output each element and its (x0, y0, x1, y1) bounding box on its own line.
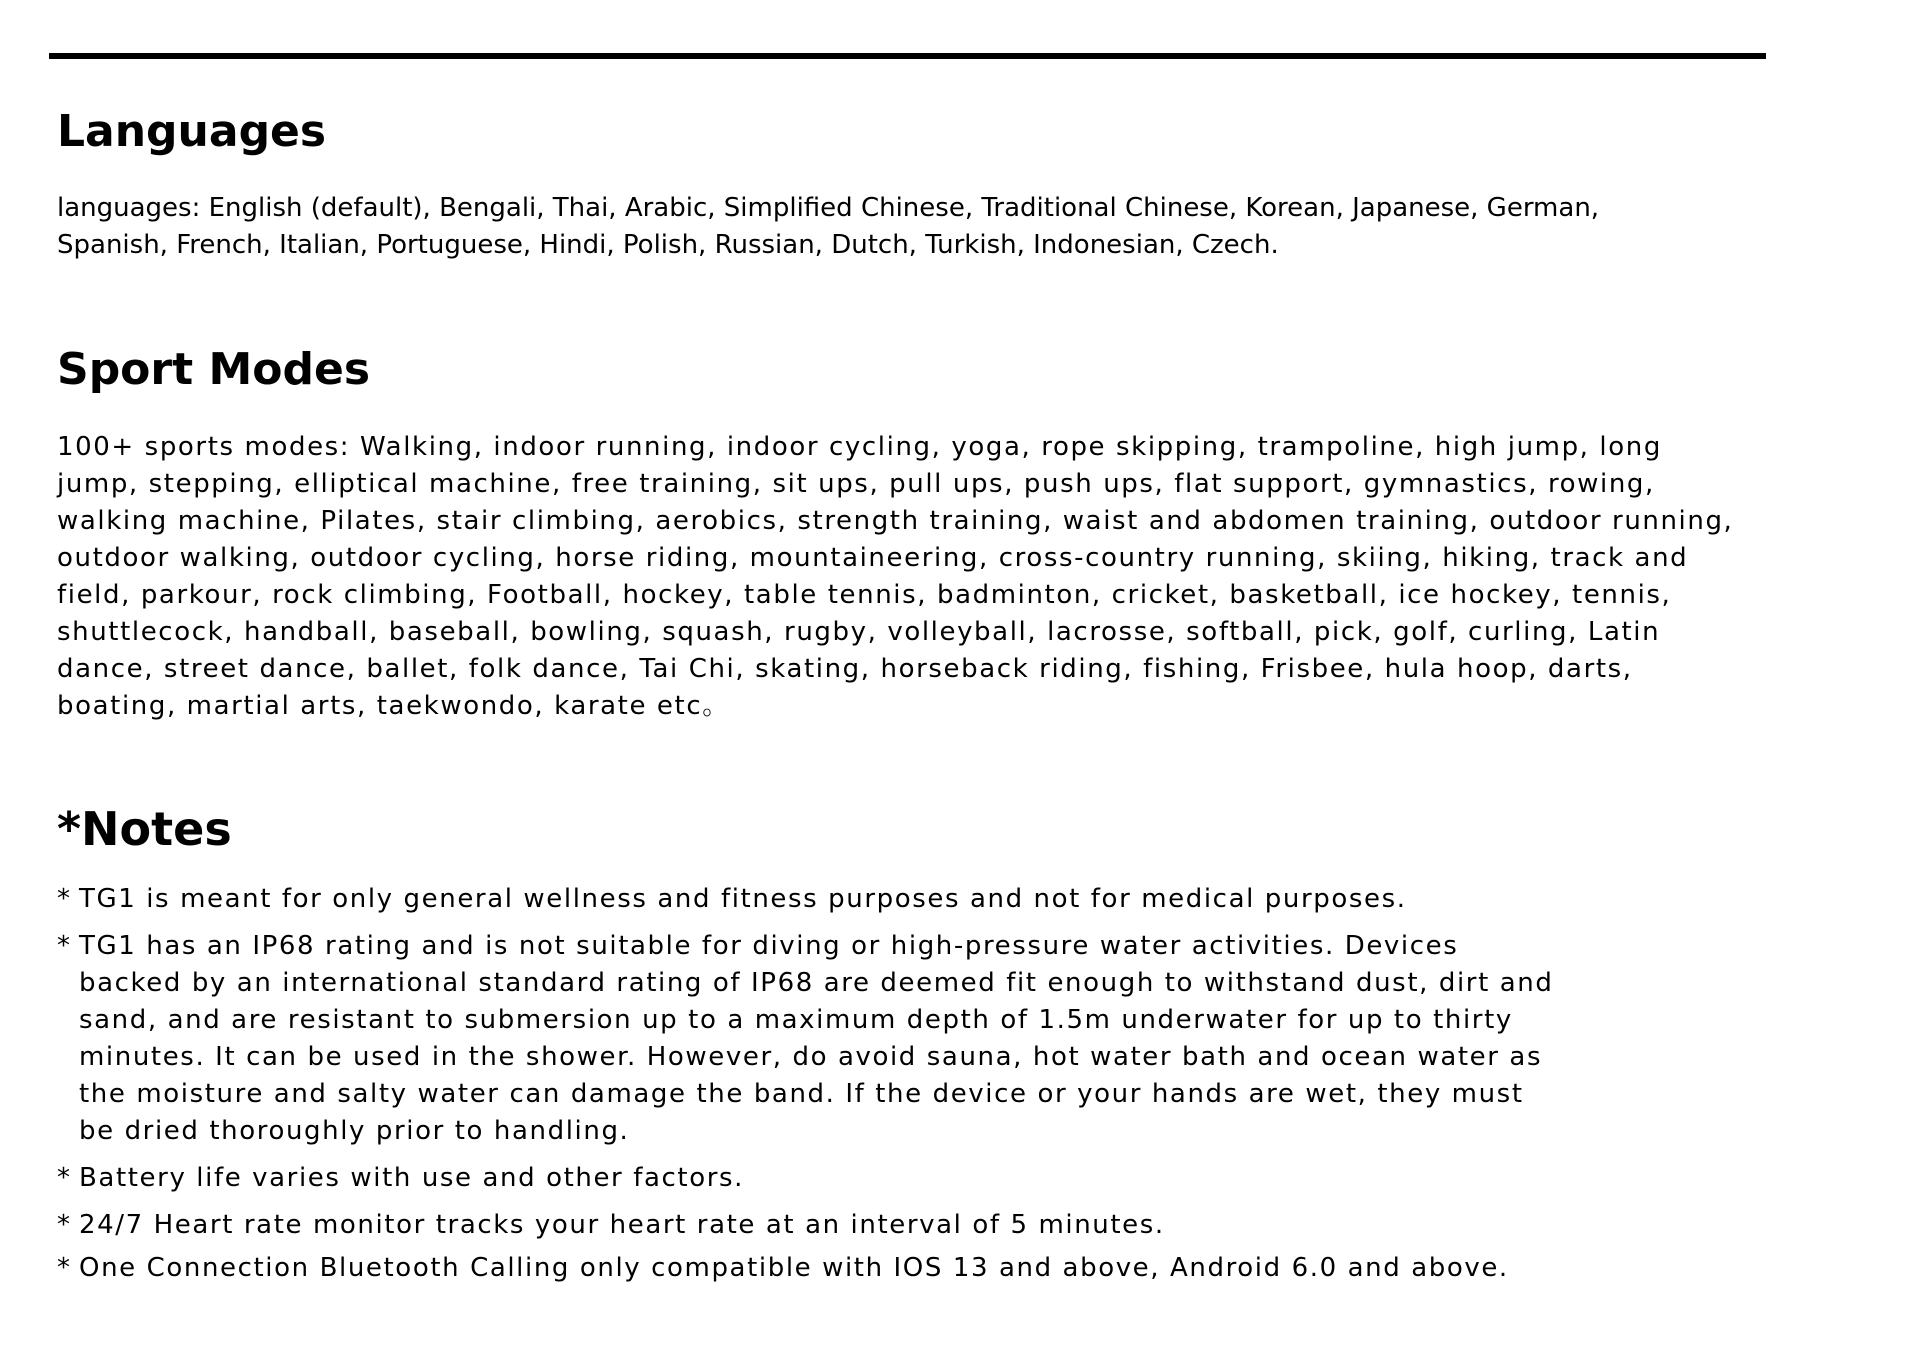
note-item-heart-rate (57, 1207, 1557, 1244)
notes-heading: *Notes (57, 802, 232, 856)
note-bullet: * (57, 1253, 72, 1283)
top-divider (49, 53, 1766, 59)
languages-heading: Languages (57, 106, 327, 157)
note-text: Battery life varies with use and other factors. (79, 1163, 744, 1193)
sport-modes-section (57, 342, 1757, 725)
note-item-wellness (57, 881, 1557, 918)
languages-text: languages: English (default), Bengali, Thai, Arabic, Simplified Chinese, Traditional Chinese, Korean, Japanese, German, Spanish, French, Italian, Portuguese, Hindi, Polish, Russian, Dutch, Turkish, Indonesian, Czech. (57, 193, 1600, 260)
note-text: TG1 is meant for only general wellness and fitness purposes and not for medical purposes. (79, 884, 1407, 914)
note-text: TG1 has an IP68 rating and is not suitable for diving or high-pressure water activities. Devices backed by an international standard rating of IP68 are deemed fit enough to withstand dust, dirt and sand, and are resistant to submersion up to a maximum depth of 1.5m underwater for up to thirty minutes. It can be used in the shower. However, do avoid sauna, hot water bath and ocean water as the moisture and salty water can damage the band. If the device or your hands are wet, they must be dried thoroughly prior to handling. (79, 931, 1554, 1146)
note-text: 24/7 Heart rate monitor tracks your heart rate at an interval of 5 minutes. (79, 1210, 1165, 1240)
note-bullet: * (57, 884, 72, 914)
languages-section (57, 104, 1757, 264)
note-item-ip68 (57, 928, 1557, 1150)
note-item-bluetooth (57, 1250, 1557, 1287)
notes-list (57, 881, 1557, 1287)
note-text: One Connection Bluetooth Calling only compatible with IOS 13 and above, Android 6.0 and above. (79, 1253, 1509, 1283)
note-bullet: * (57, 931, 72, 961)
sport-modes-heading: Sport Modes (57, 344, 371, 395)
notes-section (57, 801, 1757, 1293)
note-bullet: * (57, 1163, 72, 1193)
note-item-battery (57, 1160, 1557, 1197)
note-bullet: * (57, 1210, 72, 1240)
sport-modes-text: 100+ sports modes: Walking, indoor running, indoor cycling, yoga, rope skipping, trampoline, high jump, long jump, stepping, elliptical machine, free training, sit ups, pull ups, push ups, flat support, gymnastics, rowing, walking machine, Pilates, stair climbing, aerobics, strength training, waist and abdomen training, outdoor running, outdoor walking, outdoor cycling, horse riding, mountaineering, cross-country running, skiing, hiking, track and field, parkour, rock climbing, Football, hockey, table tennis, badminton, cricket, basketball, ice hockey, tennis, shuttlecock, handball, baseball, bowling, squash, rugby, volleyball, lacrosse, softball, pick, golf, curling, Latin dance, street dance, ballet, folk dance, Tai Chi, skating, horseback riding, fishing, Frisbee, hula hoop, darts, boating, martial arts, taekwondo, karate etc。 (57, 432, 1734, 721)
